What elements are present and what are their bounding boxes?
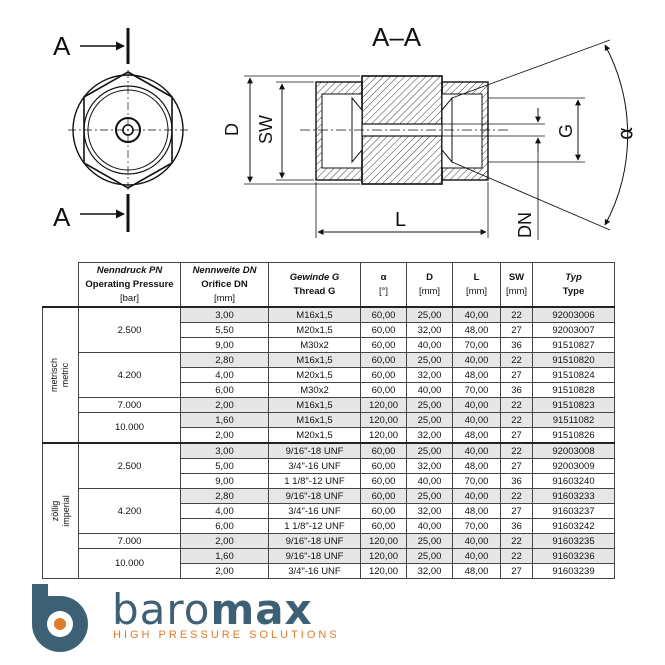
table-row (43, 489, 615, 504)
system-label (43, 443, 79, 579)
sw-cell: 27 (501, 459, 533, 474)
thread-cell: 3/4"-16 UNF (269, 459, 361, 474)
table-row (43, 398, 615, 413)
thread-cell: 9/16"-18 UNF (269, 489, 361, 504)
d-cell: 32,00 (407, 428, 453, 444)
l-cell: 40,00 (453, 398, 501, 413)
orifice-cell: 2,00 (181, 428, 269, 444)
type-cell: 91603233 (533, 489, 615, 504)
type-cell: 91603235 (533, 534, 615, 549)
alpha-cell: 60,00 (361, 338, 407, 353)
d-cell: 25,00 (407, 398, 453, 413)
sw-cell: 27 (501, 323, 533, 338)
alpha-cell: 120,00 (361, 534, 407, 549)
dim-dn-label: DN (515, 212, 535, 238)
header-l: L [mm] (453, 263, 501, 308)
brand-name: baromax (112, 585, 313, 634)
table-row (43, 307, 615, 323)
thread-cell: 9/16"-18 UNF (269, 549, 361, 564)
pressure-cell: 4.200 (79, 489, 181, 534)
alpha-cell: 60,00 (361, 383, 407, 398)
l-cell: 48,00 (453, 504, 501, 519)
header-pn: Nenndruck PN Operating Pressure [bar] (79, 263, 181, 308)
thread-cell: M16x1,5 (269, 398, 361, 413)
sw-cell: 27 (501, 564, 533, 579)
table-body (43, 307, 615, 579)
alpha-cell: 60,00 (361, 323, 407, 338)
l-cell: 40,00 (453, 353, 501, 368)
sw-cell: 36 (501, 383, 533, 398)
type-cell: 91510828 (533, 383, 615, 398)
d-cell: 25,00 (407, 534, 453, 549)
table-row (43, 549, 615, 564)
thread-cell: 9/16"-18 UNF (269, 443, 361, 459)
type-cell: 91510820 (533, 353, 615, 368)
thread-cell: M20x1,5 (269, 323, 361, 338)
logo-mark-icon (32, 584, 88, 652)
orifice-cell: 5,50 (181, 323, 269, 338)
l-cell: 70,00 (453, 338, 501, 353)
thread-cell: 9/16"-18 UNF (269, 534, 361, 549)
section-label-bottom: A (53, 202, 71, 232)
d-cell: 32,00 (407, 323, 453, 338)
header-dn: Nennweite DN Orifice DN [mm] (181, 263, 269, 308)
orifice-cell: 1,60 (181, 413, 269, 428)
thread-cell: M16x1,5 (269, 307, 361, 323)
thread-cell: M16x1,5 (269, 413, 361, 428)
table-row (43, 413, 615, 428)
l-cell: 40,00 (453, 443, 501, 459)
d-cell: 25,00 (407, 413, 453, 428)
dim-g-label: G (556, 123, 576, 138)
l-cell: 40,00 (453, 307, 501, 323)
alpha-cell: 60,00 (361, 307, 407, 323)
l-cell: 48,00 (453, 428, 501, 444)
orifice-cell: 2,00 (181, 534, 269, 549)
thread-cell: M30x2 (269, 338, 361, 353)
type-cell: 91603236 (533, 549, 615, 564)
header-blank (43, 263, 79, 308)
alpha-cell: 60,00 (361, 459, 407, 474)
pressure-cell: 10.000 (79, 413, 181, 444)
alpha-cell: 60,00 (361, 353, 407, 368)
type-cell: 91603240 (533, 474, 615, 489)
orifice-cell: 4,00 (181, 504, 269, 519)
d-cell: 25,00 (407, 353, 453, 368)
sw-cell: 36 (501, 338, 533, 353)
pressure-cell: 2.500 (79, 443, 181, 489)
pressure-cell: 7.000 (79, 534, 181, 549)
type-cell: 91510827 (533, 338, 615, 353)
table-row (43, 534, 615, 549)
type-cell: 91510824 (533, 368, 615, 383)
section-title: A–A (372, 22, 422, 52)
sw-cell: 36 (501, 474, 533, 489)
l-cell: 40,00 (453, 489, 501, 504)
dim-alpha-label: α (613, 126, 637, 140)
brand-tagline: HIGH PRESSURE SOLUTIONS (113, 629, 340, 641)
orifice-cell: 3,00 (181, 307, 269, 323)
orifice-cell: 3,00 (181, 443, 269, 459)
dim-d-label: D (222, 123, 242, 136)
thread-cell: M20x1,5 (269, 428, 361, 444)
system-label-en: metric (60, 362, 71, 387)
d-cell: 40,00 (407, 383, 453, 398)
d-cell: 32,00 (407, 504, 453, 519)
alpha-cell: 120,00 (361, 564, 407, 579)
alpha-cell: 60,00 (361, 368, 407, 383)
sw-cell: 22 (501, 307, 533, 323)
l-cell: 70,00 (453, 383, 501, 398)
alpha-cell: 60,00 (361, 443, 407, 459)
d-cell: 32,00 (407, 564, 453, 579)
sw-cell: 22 (501, 443, 533, 459)
sw-cell: 22 (501, 353, 533, 368)
spec-table (42, 262, 615, 579)
orifice-cell: 5,00 (181, 459, 269, 474)
type-cell: 92003007 (533, 323, 615, 338)
type-cell: 92003009 (533, 459, 615, 474)
type-cell: 91603242 (533, 519, 615, 534)
header-alpha: α [°] (361, 263, 407, 308)
table-row (43, 353, 615, 368)
l-cell: 40,00 (453, 549, 501, 564)
thread-cell: M16x1,5 (269, 353, 361, 368)
sw-cell: 27 (501, 428, 533, 444)
pressure-cell: 7.000 (79, 398, 181, 413)
d-cell: 25,00 (407, 489, 453, 504)
thread-cell: 1 1/8"-12 UNF (269, 519, 361, 534)
thread-cell: 3/4"-16 UNF (269, 564, 361, 579)
d-cell: 32,00 (407, 459, 453, 474)
d-cell: 40,00 (407, 338, 453, 353)
type-cell: 91511082 (533, 413, 615, 428)
orifice-cell: 6,00 (181, 519, 269, 534)
system-label-de: metrisch (49, 357, 60, 392)
orifice-cell: 2,80 (181, 353, 269, 368)
alpha-cell: 60,00 (361, 489, 407, 504)
type-cell: 91603239 (533, 564, 615, 579)
orifice-cell: 6,00 (181, 383, 269, 398)
alpha-cell: 120,00 (361, 413, 407, 428)
header-type: Typ Type (533, 263, 615, 308)
orifice-cell: 1,60 (181, 549, 269, 564)
front-view-hex (53, 28, 188, 232)
d-cell: 25,00 (407, 307, 453, 323)
orifice-cell: 2,00 (181, 564, 269, 579)
alpha-cell: 120,00 (361, 398, 407, 413)
sw-cell: 27 (501, 368, 533, 383)
sw-cell: 22 (501, 489, 533, 504)
header-thread: Gewinde G Thread G (269, 263, 361, 308)
sw-cell: 22 (501, 413, 533, 428)
alpha-cell: 60,00 (361, 519, 407, 534)
alpha-cell: 60,00 (361, 474, 407, 489)
pressure-cell: 2.500 (79, 307, 181, 353)
l-cell: 48,00 (453, 564, 501, 579)
d-cell: 40,00 (407, 474, 453, 489)
table-header-row (43, 263, 615, 308)
section-label-top: A (53, 31, 71, 61)
header-sw: SW [mm] (501, 263, 533, 308)
l-cell: 48,00 (453, 368, 501, 383)
type-cell: 91510826 (533, 428, 615, 444)
thread-cell: M20x1,5 (269, 368, 361, 383)
orifice-cell: 9,00 (181, 338, 269, 353)
sw-cell: 36 (501, 519, 533, 534)
dim-l-label: L (395, 209, 407, 231)
pressure-cell: 10.000 (79, 549, 181, 579)
thread-cell: 1 1/8"-12 UNF (269, 474, 361, 489)
l-cell: 48,00 (453, 459, 501, 474)
orifice-cell: 4,00 (181, 368, 269, 383)
sw-cell: 22 (501, 534, 533, 549)
system-label-de: zöllig (49, 500, 60, 521)
sw-cell: 27 (501, 504, 533, 519)
pressure-cell: 4.200 (79, 353, 181, 398)
l-cell: 40,00 (453, 413, 501, 428)
type-cell: 91603237 (533, 504, 615, 519)
type-cell: 91510823 (533, 398, 615, 413)
d-cell: 40,00 (407, 519, 453, 534)
d-cell: 25,00 (407, 549, 453, 564)
l-cell: 70,00 (453, 474, 501, 489)
alpha-cell: 120,00 (361, 549, 407, 564)
l-cell: 70,00 (453, 519, 501, 534)
type-cell: 92003006 (533, 307, 615, 323)
dim-sw-label: SW (256, 115, 276, 144)
alpha-cell: 120,00 (361, 428, 407, 444)
orifice-cell: 9,00 (181, 474, 269, 489)
system-label-en: imperial (60, 494, 71, 527)
d-cell: 32,00 (407, 368, 453, 383)
sw-cell: 22 (501, 398, 533, 413)
orifice-cell: 2,00 (181, 398, 269, 413)
header-d: D [mm] (407, 263, 453, 308)
alpha-cell: 60,00 (361, 504, 407, 519)
l-cell: 48,00 (453, 323, 501, 338)
system-label (43, 307, 79, 443)
technical-drawing (0, 0, 665, 260)
l-cell: 40,00 (453, 534, 501, 549)
thread-cell: 3/4"-16 UNF (269, 504, 361, 519)
type-cell: 92003008 (533, 443, 615, 459)
section-view (222, 22, 637, 240)
thread-cell: M30x2 (269, 383, 361, 398)
d-cell: 25,00 (407, 443, 453, 459)
orifice-cell: 2,80 (181, 489, 269, 504)
sw-cell: 22 (501, 549, 533, 564)
table-row (43, 443, 615, 459)
